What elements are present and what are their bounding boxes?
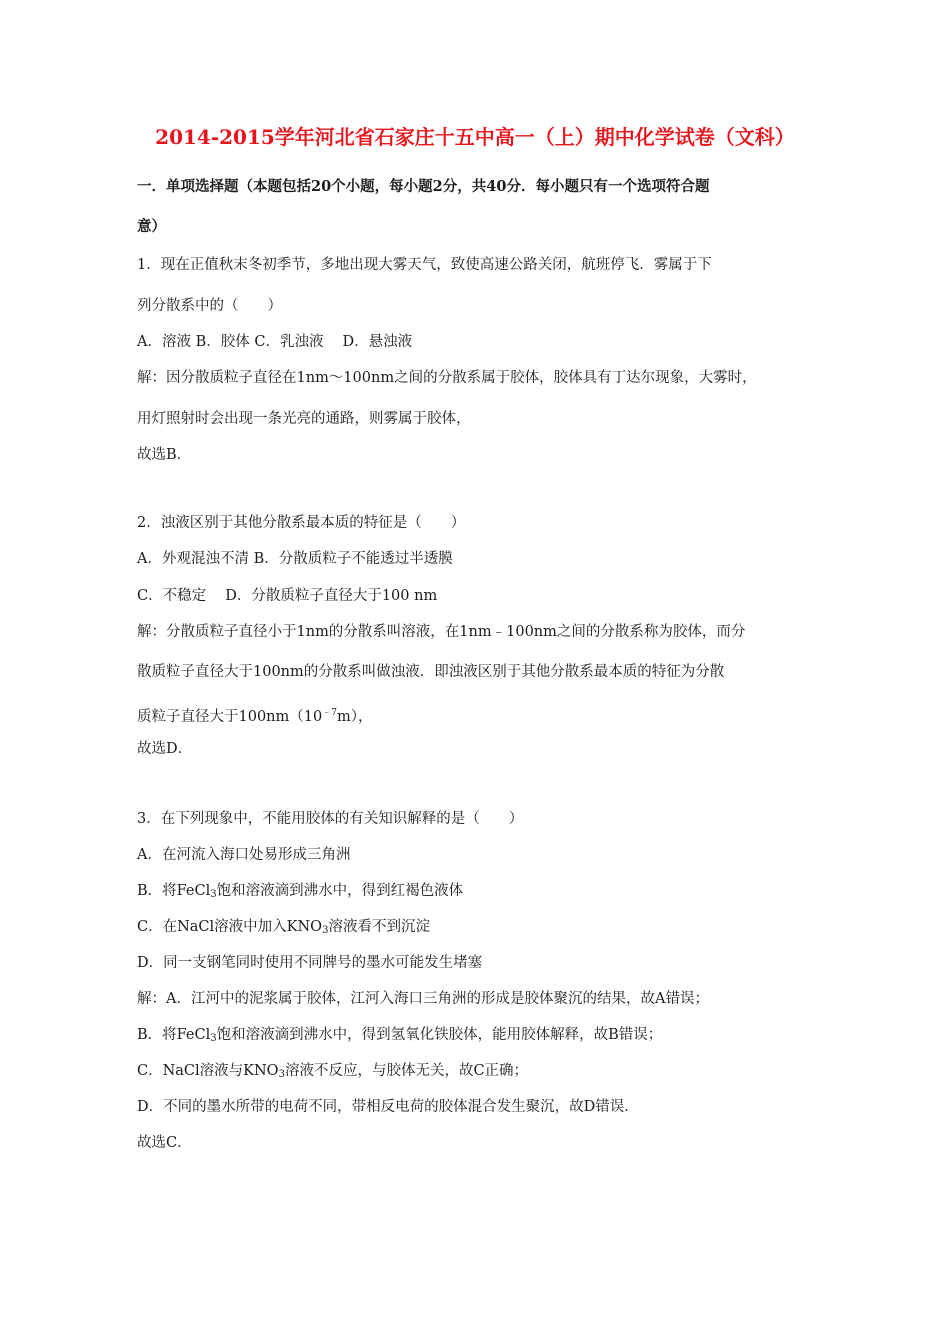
q3-solution-c [137,1061,528,1085]
q3-option-b-text: B．将FeCl [137,883,211,899]
q3-solution-c-text: C．NaCl溶液与KNO [137,1063,279,1079]
subscript: 3 [322,925,329,936]
q3-solution-c-text-end: 溶液不反应，与胶体无关，故C正确； [284,1063,529,1079]
q3-option-c [137,917,430,941]
subscript: 3 [278,1069,285,1080]
section-heading-cont: 意） [137,218,166,235]
q3-option-b-text-end: 饱和溶液滴到沸水中，得到红褐色液体 [216,883,464,899]
q1-stem: 1．现在正值秋末冬初季节，多地出现大雾天气，致使高速公路关闭，航班停飞．雾属于下 [137,257,712,273]
q3-stem: 3．在下列现象中，不能用胶体的有关知识解释的是（ ） [137,811,524,827]
q1-stem-cont: 列分散系中的（ ） [137,298,282,314]
section-heading: 一．单项选择题（本题包括20个小题，每小题2分，共40分．每小题只有一个选项符合题 [137,178,710,195]
q1-solution-cont: 用灯照射时会出现一条光亮的通路，则雾属于胶体， [137,411,471,427]
subscript: 3 [210,1033,217,1044]
q2-answer: 故选D． [137,741,193,757]
q2-exponent: ﹣7 [322,708,337,718]
q2-solution-end [137,703,372,727]
q3-solution-d: D．不同的墨水所带的电荷不同，带相反电荷的胶体混合发生聚沉，故D错误． [137,1099,639,1115]
q3-solution-a: 解：A．江河中的泥浆属于胶体，江河入海口三角洲的形成是胶体聚沉的结果，故A错误； [137,991,709,1007]
q3-option-a: A．在河流入海口处易形成三角洲 [137,847,351,863]
q2-sol-text-end: m）， [336,709,373,725]
q2-stem: 2．浊液区别于其他分散系最本质的特征是（ ） [137,515,466,531]
q3-solution-b-text-end: 饱和溶液滴到沸水中，得到氢氧化铁胶体，能用胶体解释，故B错误； [216,1027,663,1043]
q1-options: A．溶液 B．胶体 C．乳浊液 D．悬浊液 [137,334,413,350]
exam-title: 2014-2015学年河北省石家庄十五中高一（上）期中化学试卷（文科） [155,125,795,149]
q1-solution: 解：因分散质粒子直径在1nm～100nm之间的分散系属于胶体，胶体具有丁达尔现象，大雾时， [137,370,757,386]
q2-solution-cont: 散质粒子直径大于100nm的分散系叫做浊液．即浊液区别于其他分散系最本质的特征为分散 [137,664,725,680]
q2-solution: 解：分散质粒子直径小于1nm的分散系叫溶液，在1nm﹣100nm之间的分散系称为胶体，而分 [137,624,746,640]
q3-option-c-text-end: 溶液看不到沉淀 [328,919,430,935]
subscript: 3 [210,889,217,900]
q3-option-c-text: C．在NaCl溶液中加入KNO [137,919,323,935]
q3-answer: 故选C． [137,1135,192,1151]
q2-sol-text: 质粒子直径大于100nm（10 [137,709,323,725]
q3-solution-b [137,1025,662,1049]
q2-options-ab: A．外观混浊不清 B．分散质粒子不能透过半透膜 [137,551,453,567]
q1-answer: 故选B． [137,447,192,463]
q2-options-cd: C．不稳定 D．分散质粒子直径大于100 nm [137,588,438,604]
q3-option-b [137,881,463,905]
q3-option-d: D．同一支钢笔同时使用不同牌号的墨水可能发生堵塞 [137,955,483,971]
q3-solution-b-text: B．将FeCl [137,1027,211,1043]
